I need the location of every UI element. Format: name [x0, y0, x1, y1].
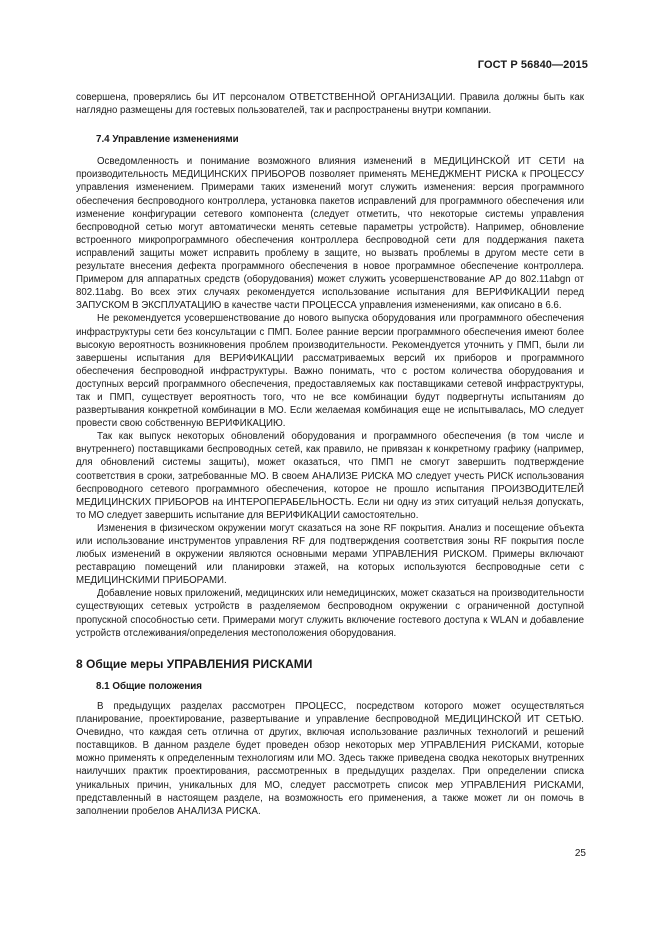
paragraph: Изменения в физическом окружении могут сказаться на зоне RF покрытия. Анализ и посещение объекта или использование инструментов управления RF для подтверждения соответствия зоны RF покрытия после любых изменений в окружении являются основными мерами УПРАВЛЕНИЯ РИСКОМ. Примеры включают реставрацию помещений или планировки этажей, на которых используются беспроводные сети с МЕДИЦИНСКИМИ ПРИБОРАМИ. [76, 522, 584, 587]
intro-paragraph: совершена, проверялись бы ИТ персоналом ОТВЕТСТВЕННОЙ ОРГАНИЗАЦИИ. Правила должны быть как наглядно размещены для гостевых пользователей, так и распространены внутри компании. [76, 92, 584, 117]
paragraph: Добавление новых приложений, медицинских или немедицинских, может сказаться на производительности существующих сетевых устройств в разделяемом беспроводном окружении с ограниченной доступной пропускной способностью сети. Примерами могут служить включение гостевого доступа к WLAN и добавление устройств отслеживания/определения местоположения оборудования. [76, 588, 584, 639]
paragraph: Не рекомендуется усовершенствование до нового выпуска оборудования или программного обеспечения инфраструктуры сети без консультации с ПМП. Более ранние версии программного обеспечения имеют более высокую вероятность возникновения проблем производительности. Рекомендуется уточнить у ПМП, были ли завершены испытания для ВЕРИФИКАЦИИ рассматриваемых версий их приборов и программного обеспечения беспроводной инфраструктуры. Важно понимать, что с ростом количества оборудования и доступных версий программного обеспечения, предоставляемых как поставщиками сетевой инфраструктуры, так и ПМП, существует вероятность того, что не все комбинации будут подвергнуты испытаниям до развертывания конкретной комбинации в МО. Если желаемая комбинация еще не испытывалась, МО следует провести свою собственную ВЕРИФИКАЦИЮ. [76, 313, 584, 430]
section-8-1-heading: 8.1 Общие положения [96, 680, 203, 692]
section-8-heading: 8 Общие меры УПРАВЛЕНИЯ РИСКАМИ [76, 656, 313, 671]
paragraph: В предыдущих разделах рассмотрен ПРОЦЕСС, посредством которого может осуществляться планирование, проектирование, развертывание и управление беспроводной МЕДИЦИНСКОЙ ИТ СЕТЬЮ. Очевидно, что каждая сеть отлична от других, включая использование различных технологий и решений поставщиков. В данном разделе будет проведен обзор некоторых мер УПРАВЛЕНИЯ РИСКАМИ, которые можно применять к определенным технологиям или МО. Здесь также приведена сводка некоторых внутренних наилучших практик проектирования, рассмотренных в предыдущих разделах. При определении списка уникальных причин, уникальных для МО, следует рассмотреть список мер УПРАВЛЕНИЯ РИСКАМИ, представленный в настоящем разделе, на возможность его применения, а также может ли он помочь в заполнении пробелов АНАЛИЗА РИСКА. [76, 700, 584, 817]
paragraph: Осведомленность и понимание возможного влияния изменений в МЕДИЦИНСКОЙ ИТ СЕТИ на производительность МЕДИЦИНСКИХ ПРИБОРОВ позволяет применять МЕНЕДЖМЕНТ РИСКА к ПРОЦЕССУ управления изменением. Примерами таких изменений могут служить изменения: версия программного обеспечения беспроводного контроллера, установка пакетов исправлений для программного обеспечения или изменение конфигурации сетевого компонента (следует отметить, что некоторые системы управления беспроводной сетью могут автоматически менять сетевые параметры устройств). Например, обновление встроенного микропрограммного обеспечения контроллера беспроводной сети для поддержания пакета исправлений защиты может исправить проблему в защите, но вызвать проблемы в другом месте сети в результате внесения дефекта программного обеспечения в новое программное обеспечение контроллера. Примером для аппаратных средств (оборудования) может служить усовершенствование AP до 802.11abgn от 802.11abg. Во всех этих случаях рекомендуется использование испытания для ВЕРИФИКАЦИИ перед ЗАПУСКОМ В ЭКСПЛУАТАЦИЮ в качестве части ПРОЦЕССА управления изменениями, как описано в 6.6. [76, 156, 584, 312]
page-content [76, 91, 584, 818]
page-number: 25 [574, 848, 586, 859]
paragraph: Так как выпуск некоторых обновлений оборудования и программного обеспечения (в том числе и внутреннего) поставщиками беспроводных сетей, как правило, не привязан к конкретному графику (например, для обновлений системы защиты), может оказаться, что ПМП не смогут завершить подтверждение соответствия в сроки, затребованные МО. В своем АНАЛИЗЕ РИСКА МО следует учесть РИСК использования беспроводного сетевого программного обеспечения, которое не прошло испытания ПРОИЗВОДИТЕЛЕЙ МЕДИЦИНСКИХ ПРИБОРОВ на ИНТЕРОПЕРАБЕЛЬНОСТЬ. Если ни одну из этих ситуаций нельзя допускать, то МО следует завершить испытание для ВЕРИФИКАЦИИ самостоятельно. [76, 431, 584, 521]
standard-header: ГОСТ Р 56840—2015 [477, 59, 588, 71]
section-7-4-heading: 7.4 Управление изменениями [96, 134, 239, 146]
